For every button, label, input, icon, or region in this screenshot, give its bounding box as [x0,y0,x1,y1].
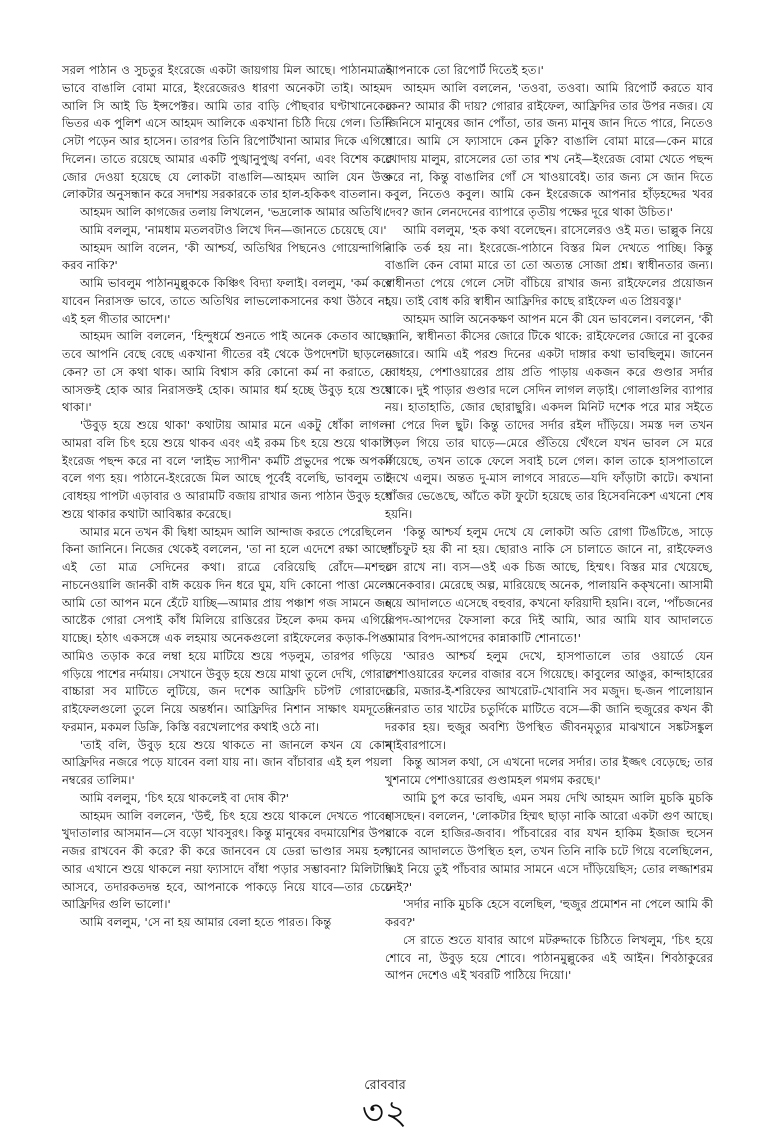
paragraph: আপনাকে তো রিপোর্ট দিতেই হত।' [385,63,544,77]
paragraph: আমি বললুম, 'সে না হয় আমার বেলা হতে পারত। কিন্তু [80,915,332,929]
paragraph: আমি বললুম, 'নামধাম মতলবটাও লিখে দিন—জানতে চেয়েছে যে।' [80,222,387,237]
paragraph: আহমদ আলি বলেন, 'কী আশ্চর্য, অতিথির পিছনেও গোয়েন্দাগিরি করব নাকি?' [62,240,392,273]
page-footer [0,1078,770,1132]
paragraph: 'তাই বলি, উবুড় হয়ে শুয়ে থাকতে না জানলে কখন যে কোন্ আফ্রিদির নজরে পড়ে যাবেন বলা যায় না। জান বাঁচাবার এই হল পয়লা নম্বরের তালিম।' [62,737,392,787]
paragraph: আমার মনে তখন কী দ্বিধা আহমদ আলি আন্দাজ করতে পেরেছিলেন কিনা জানিনে। নিজের থেকেই বললেন, 'তা না হলে এদেশে রক্ষা আছে! এই তো মাত্র সেদিনের কথা। রাত্রে বেরিয়েছি রোঁদে—মশহুর নাচনেওয়ালি জানকী বাঈ কয়েক দিন ধরে ঘুম, যদি কোনো পাত্তা মেলে। আমি তো আপন মনে হেঁটে যাচ্ছি—আমার প্রায় পঞ্চাশ গজ সামনে জন আষ্টেক গোরা সেপাই কাঁধ মিলিয়ে রাত্তিরের টহলে কদম কদম এগিয়ে যাচ্ছে। হঠাৎ একসঙ্গে এক লহমায় অনেকগুলো রাইফেলের কড়াক-পিঙ। আমিও তড়াক করে লম্বা হয়ে মাটিয়ে শুয়ে পড়লুম, তারপর গড়িয়ে গড়িয়ে পাশের নর্দমায়। সেখানে উবুড় হয়ে শুয়ে মাথা তুলে দেখি, গোরার বাচ্চারা সব মাটিতে লুটিয়ে, জন দশেক আফ্রিদি চটপট গোরাদের রাইফেলগুলো তুলে নিয়ে অন্তর্ধান। আফ্রিদির নিশান সাক্ষাৎ যমদূতের ফরমান, মকমল ডিক্রি, কিস্তি বরখেলাপের কথাই ওঠে না। [62,524,392,734]
page-number: ৩২ [361,1093,409,1133]
paragraph: আমি চুপ করে ভাবছি, এমন সময় দেখি আহমদ আলি মুচকি মুচকি হাসছেন। বললেন, 'লোকটার হিম্মৎ ছাড়া নাকি আরো একটা গুণ আছে। যাকে বলে হাজির-জবাব। পাঁচবারের বার যখন হাকিম ইজাজ হুসেন খানের আদালতে উপস্থিত হল, তখন তিনি নাকি চটে গিয়ে বলেছিলেন, 'এই নিয়ে তুই পাঁচবার আমার সামনে এসে দাঁড়িয়েছিস; তোর লজ্জাশরম নেই?' [385,790,713,894]
magazine-name: রোববার [364,1078,406,1093]
paragraph: সরল পাঠান ও সুচতুর ইংরেজে একটা জায়গায় মিল আছে। পাঠানমাত্রই ভাবে বাঙালি বোমা মারে, ইংরেজেরও ধারণা অনেকটা তাই। আহমদ আলি সি আই ডি ইন্সপেক্টর। আমি তার বাড়ি পৌছবার ঘণ্টাখানেকের ভিতর এক পুলিশ এসে আহমদ আলিকে একখানা চিঠি দিয়ে গেল। তিনি সেটা পড়েন আর হাসেন। তারপর তিনি রিপোর্টখানা আমার দিকে এগিয়ে দিলেন। তাতে রয়েছে আমার একটি পুঙ্খানুপুঙ্খ বর্ণনা, এবং বিশেষ করে জোর দেওয়া হয়েছে যে লোকটা বাঙালি—আহমদ আলি যেন উক্ত লোকটার অনুসন্ধান করে সদাশয় সরকারকে তার হাল-হকিকৎ বাতলান। [62,63,392,202]
paragraph: কিন্তু আসল কথা, সে এখনো দলের সর্দার। তার ইজ্জৎ বেড়েছে; তার খুশনামে পেশাওয়ারের গুণ্ডামহল গমগম করছে।' [385,755,713,787]
left-column [62,62,392,932]
right-column [385,62,713,985]
paragraph: আহমদ আলি অনেকক্ষণ আপন মনে কী যেন ভাবলেন। বললেন, 'কী জানি, স্বাধীনতা কীসের জোরে টিকে থাকে: রাইফেলের জোরে না বুকের জোরে। আমি এই পরশু দিনের একটা দাঙ্গার কথা ভাবছিলুম। জানেন বোধহয়, পেশাওয়ারের প্রায় প্রতি পাড়ায় একজন করে গুণ্ডার সর্দার থাকে। দুই পাড়ার গুণ্ডার দলে সেদিন লাগল লড়াই। গোলাগুলির ব্যাপার নয়। হাতাহাতি, জোর ছোরাছুরি। একদল মিনিট দশেক পরে মার সইতে না পেরে দিল ছুট। কিন্তু তাদের সর্দার রইল দাঁড়িয়ে। সমস্ত দল তখন পড়ল গিয়ে তার ঘাড়ে—মেরে গুঁতিয়ে থেঁৎলে যখন ভাবল সে মরে গিয়েছে, তখন তাকে ফেলে সবাই চলে গেল। কাল তাকে হাসপাতালে দেখে এলুম। অন্তত দু-মাস লাগবে সারতে—যদি ফাঁড়াটা কাটে। কখানা পাঁজর ভেঙেছে, আঁতে কটা ফুটো হয়েছে তার হিসেবনিকেশ এখনো শেষ হয়নি। [385,311,713,521]
paragraph: আহমদ আলি বললেন, 'তওবা, তওবা। আমি রিপোর্ট করতে যাব কেন? আমার কী দায়? গোরার রাইফেল, আফ্রিদির তার উপর নজর। যে জিনিসে মানুষের জান পোঁতা, তার জন্য মানুষ জান দিতে পারে, নিতেও পারে। আমি সে ফ্যাসাদে কেন ঢুকি? বাঙালি বোমা মারে—কেন মারে খোদায় মালুম, রাসেলের তো তার শখ নেই—ইংরেজ বোমা খেতে পছন্দ করে না, কিন্তু বাঙালির গোঁ সে খাওয়াবেই। তার জন্য সে জান দিতে কবুল, নিতেও কবুল। আমি কেন ইংরেজকে আপনার হাঁড়হদ্দের খবর দেব? জান লেনদেনের ব্যাপারে তৃতীয় পক্ষের দূরে থাকা উচিত।' [385,80,713,219]
paragraph: সে রাতে শুতে যাবার আগে মটরুদ্দাকে চিঠিতে লিখলুম, 'চিৎ হয়ে শোবে না, উবুড় হয়ে শোবে। পাঠানমুল্লুকের এই আইন। শিবঠাকুরের আপন দেশেও এই খবরটি পাঠিয়ে দিয়ো।' [385,932,713,983]
paragraph: আমি বললুম, 'হক কথা বলেছেন। রাসেলেরও ওই মত। ভাল্লুক নিয়ে নাকি তর্ক হয় না। ইংরেজে-পাঠানে বিস্তর মিল দেখতে পাচ্ছি। কিন্তু বাঙালি কেন বোমা মারে তা তো অত্যন্ত সোজা প্রশ্ন। স্বাধীনতার জন্য। স্বাধীনতা পেয়ে গেলে সেটা বাঁচিয়ে রাখার জন্য রাইফেলের প্রয়োজন হয়। তাই বোধ করি স্বাধীন আফ্রিদির কাছে রাইফেল এত প্রিয়বস্তু।' [385,222,713,308]
paragraph: আমি বললুম, 'চিৎ হয়ে থাকলেই বা দোষ কী?' [80,790,289,805]
paragraph: 'উবুড় হয়ে শুয়ে থাকা' কথাটায় আমার মনে একটু ধোঁকা লাগল। আমরা বলি চিৎ হয়ে শুয়ে থাকব এবং এই রকম চিৎ হয়ে শুয়ে থাকাটা ইংরেজ পছন্দ করে না বলে 'লাইভ স্যাপীন' কর্মটি প্রভুদের পক্ষে অপকর্ম বলে গণ্য হয়। পাঠানে-ইংরেজে মিল আছে পূর্বেই বলেছি, ভাবলুম তাই বোধহয় পাপটা এড়াবার ও আরামটি বজায় রাখার জন্য পাঠান উবুড় হয়ে শুয়ে থাকার কথাটা আবিষ্কার করেছে। [62,418,392,521]
paragraph: 'আরও আশ্চর্য হলুম দেখে, হাসপাতালে তার ওয়ার্ডে যেন পেশাওয়ারের ফলের বাজার বসে গিয়েছে। কাবুলের আঙুর, কান্দাহারের চেরি, মজার-ই-শরিফের আখরোট-খোবানি সব মজুদ। ছ-জন পালোয়ান দিনরাত তার খাটের চতুর্দিকে মাটিতে বসে—কী জানি হুজুরের কখন কী দরকার হয়। হুজুর অবশ্যি উপস্থিত জীবনমৃত্যুর মাঝখানে সঙ্কটসঙ্কুল খাইবারপাসে। [385,648,713,752]
paragraph: আহমদ আলি বললেন, 'উহুঁ, চিৎ হয়ে শুয়ে থাকলে দেখতে পাবেন খুদাতালার আসমান—সে বড়ো খাবসুরৎ। কিন্তু মানুষের বদমায়েশির উপর নজর রাখবেন কী করে? কী করে জানবেন যে ডেরা ভাণ্ডার সময় হল, আর এখানে শুয়ে থাকলে নয়া ফ্যাসাদে বাঁধা পড়ার সম্ভাবনা? মিলিটারি আসবে, তদারকতদন্ত হবে, আপনাকে পাকড়ে নিয়ে যাবে—তার চেয়ে আফ্রিদির গুলি ভালো।' [62,808,392,912]
paragraph: আমি ভাবলুম পাঠানমুল্লুককে কিঞ্চিৎ বিদ্যা ফলাই। বললুম, 'কর্ম করে যাবেন নিরাসক্ত ভাবে, তাতে অতিথির লাভলোকসানের কথা উঠবে না, এই হল গীতার আদেশ।' [62,276,392,326]
paragraph: 'কিন্তু আশ্চর্য হলুম দেখে যে লোকটা অতি রোগা টিঙটিঙে, সাড়ে পাঁচফুট হয় কী না হয়। ছোরাও নাকি সে চালাতে জানে না, রাইফেলও সে রাখে না। ব্যস—ওই এক চিজ আছে, হিম্মৎ। বিস্তর মার খেয়েছে, অনেকবার। মেরেছে অল্প, মারিয়েছে অনেক, পালায়নি কক্খনো। আসামী হয়ে আদালতে এসেছে বহুবার, কখনো ফরিয়াদী হয়নি। বলে, 'পাঁচজনের বিপদ-আপদের ফৈসালা করে দিই আমি, আর আমি যাব আদালতে আমার বিপদ-আপদের কান্নাকাটি শোনাতে!' [385,524,713,645]
paragraph: 'সর্দার নাকি মুচকি হেসে বলেছিল, 'হুজুর প্রমোশন না পেলে আমি কী করব?' [385,897,713,929]
paragraph: আহমদ আলি বললেন, 'হিন্দুধর্মে শুনতে পাই অনেক কেতাব আছে। তবে আপনি বেছে বেছে একখানা গীতের বই থেকে উপদেশটা ছাড়লেন কেন? তা সে কথা থাক। আমি বিশ্বাস করি কোনো কর্ম না করাতে, সে আসক্তই হোক আর নিরাসক্তই হোক। আমার ধর্ম হচ্ছে উবুড় হয়ে শুয়ে থাকা।' [62,329,392,415]
paragraph: আহমদ আলি কাগজের তলায় লিখলেন, 'ভদ্রলোক আমার অতিথি।' [80,205,390,219]
